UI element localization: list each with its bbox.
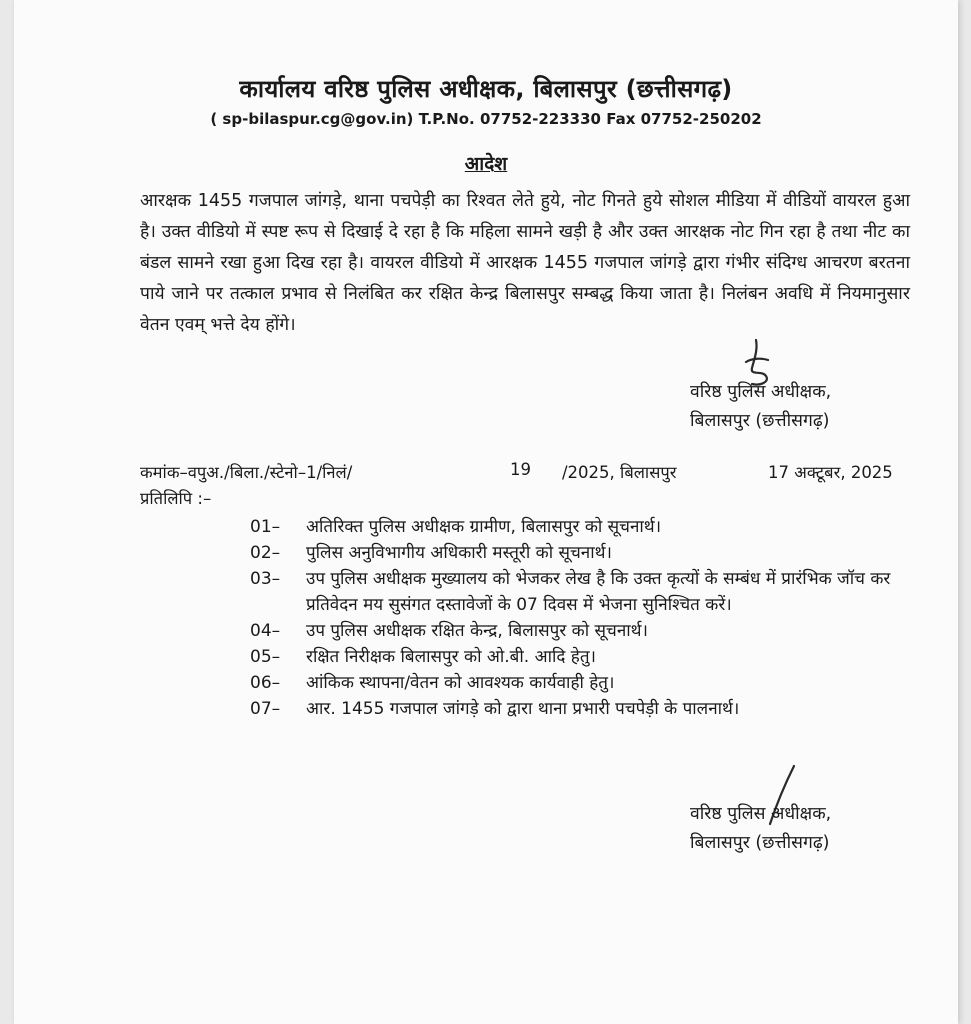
list-item: 01– अतिरिक्त पुलिस अधीक्षक ग्रामीण, बिलासपुर को सूचनार्थ। (250, 517, 662, 537)
list-item: 05– रक्षित निरीक्षक बिलासपुर को ओ.बी. आदि हेतु। (250, 647, 596, 667)
signature-block-2 (690, 800, 831, 858)
reference-year-place: /2025, बिलासपुर (562, 463, 677, 482)
contact-line: ( sp-bilaspur.cg@gov.in) T.P.No. 07752-223330 Fax 07752-250202 (210, 110, 762, 128)
order-heading: आदेश (464, 153, 508, 175)
list-item: 04– उप पुलिस अधीक्षक रक्षित केन्द्र, बिलासपुर को सूचनार्थ। (250, 621, 648, 641)
signature-location: बिलासपुर (छत्तीसगढ़) (690, 833, 830, 853)
list-item: 02– पुलिस अनुविभागीय अधिकारी मस्तूरी को सूचनार्थ। (250, 543, 612, 563)
list-item: 06– आंकिक स्थापना/वेतन को आवश्यक कार्यवाही हेतु। (250, 673, 615, 693)
document-page (14, 0, 958, 1024)
reference-date: 17 अक्टूबर, 2025 (768, 463, 893, 482)
list-item: 03– उप पुलिस अधीक्षक मुख्यालय को भेजकर लेख है कि उक्त कृत्यों के सम्बंध में प्रारंभिक जॉच कर प्रतिवेदन मय सुसंगत दस्तावेजों के 07 दिवस में भेजना सुनिश्चित करें। (250, 569, 891, 615)
signature-designation: वरिष्ठ पुलिस अधीक्षक, (690, 804, 832, 824)
list-item: 07– आर. 1455 गजपाल जांगड़े को द्वारा थाना प्रभारी पचपेड़ी के पालनार्थ। (250, 699, 740, 719)
copy-list (250, 514, 920, 722)
signature-location: बिलासपुर (छत्तीसगढ़) (690, 411, 830, 431)
reference-prefix: कमांक–वपुअ./बिला./स्टेनो–1/निलं/ (140, 463, 353, 482)
order-body-text: आरक्षक 1455 गजपाल जांगड़े, थाना पचपेड़ी का रिश्वत लेते हुये, नोट गिनते हुये सोशल मीडिया में वीडियों वायरल हुआ है। उक्त वीडियो में स्पष्ट रूप से दिखाई दे रहा है कि महिला सामने खड़ी है और उक्त आरक्षक नोट गिन रहा है तथा नीट का बंडल सामने रखा हुआ दिख रहा है। वायरल वीडियो में आरक्षक 1455 गजपाल जांगड़े द्वारा गंभीर संदिग्ध आचरण बरतना पाये जाने पर तत्काल प्रभाव से निलंबित कर रक्षित केन्द्र बिलासपुर सम्बद्ध किया जाता है। निलंबन अवधि में नियमानुसार वेतन एवम् भत्ते देय होंगे। (140, 191, 910, 335)
signature-designation: वरिष्ठ पुलिस अधीक्षक, (690, 382, 832, 402)
signature-block-1 (690, 378, 831, 436)
office-title: कार्यालय वरिष्ठ पुलिस अधीक्षक, बिलासपुर (छत्तीसगढ़) (239, 75, 733, 103)
copy-label: प्रतिलिपि :– (140, 489, 212, 508)
reference-number: 19 (510, 460, 531, 479)
reference-line (140, 460, 910, 488)
